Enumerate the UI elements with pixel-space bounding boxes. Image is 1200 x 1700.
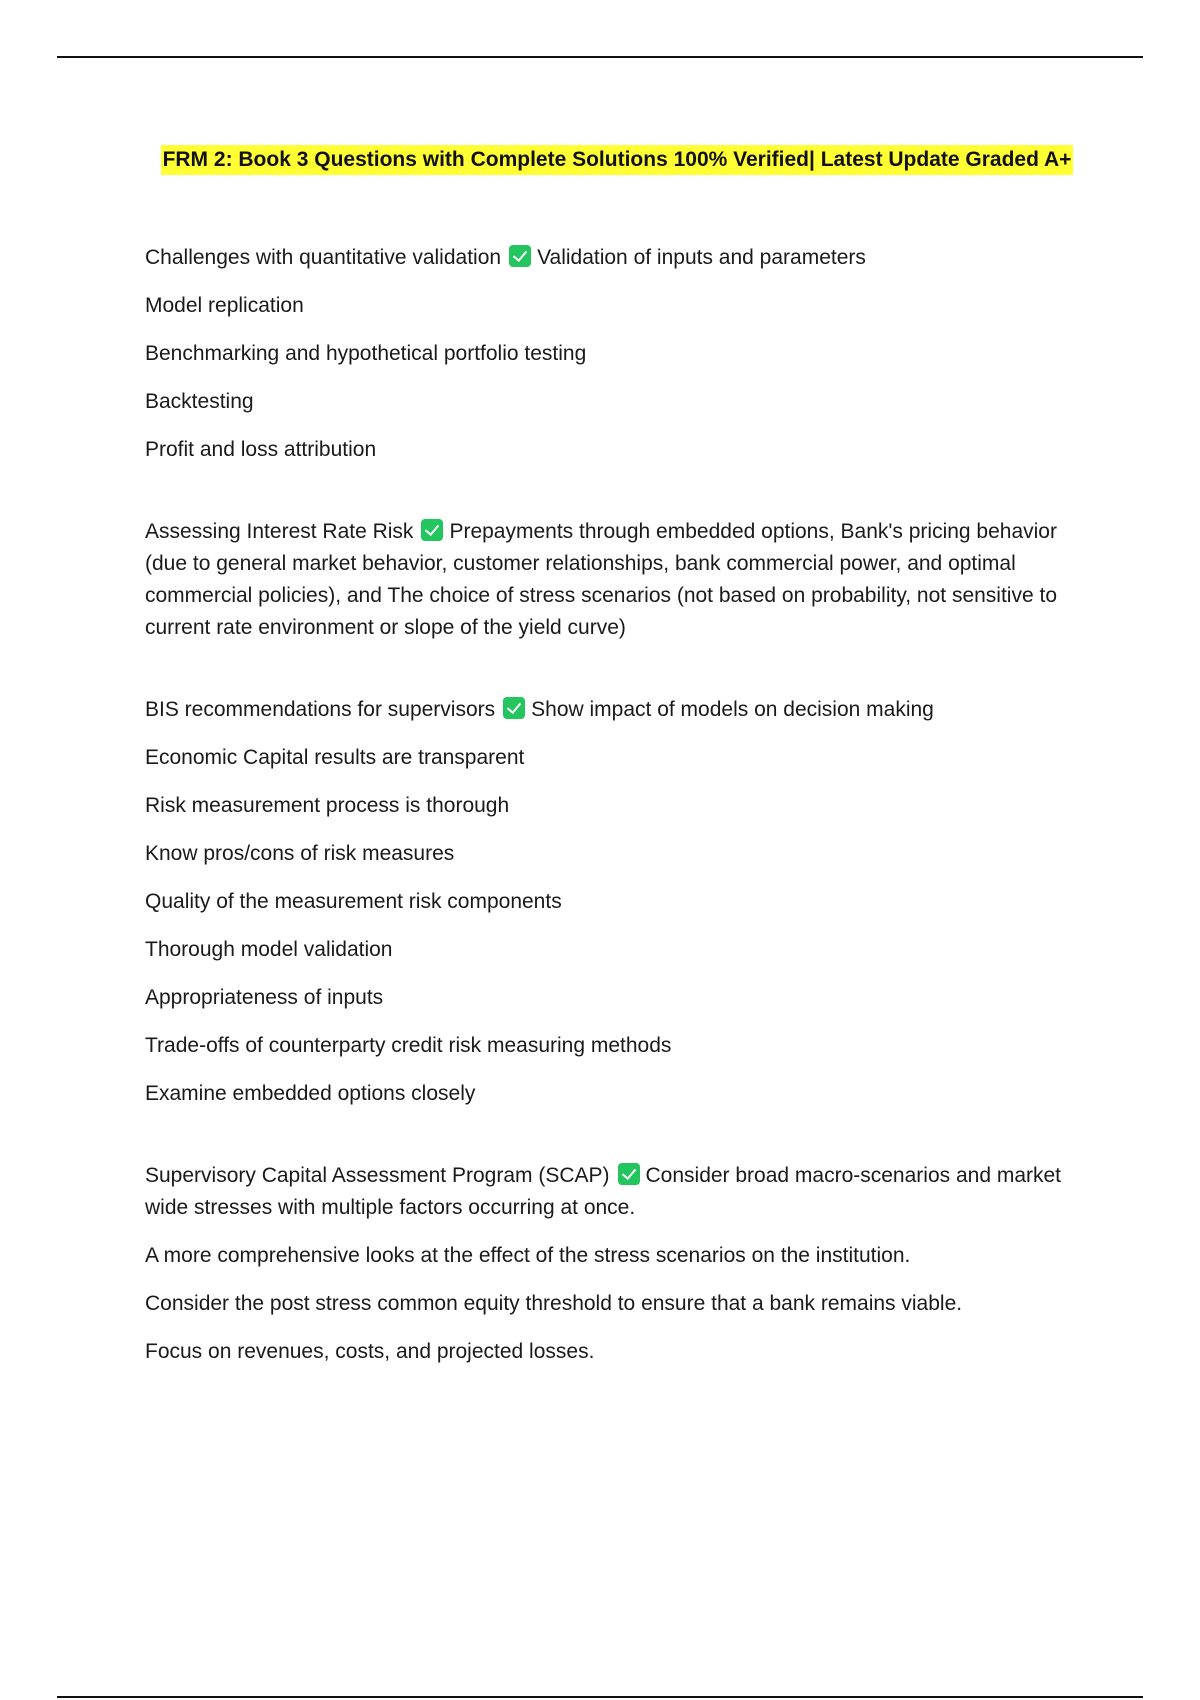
- answer-line: Examine embedded options closely: [145, 1082, 476, 1105]
- question-text: Challenges with quantitative validation: [145, 246, 502, 269]
- question-text: BIS recommendations for supervisors: [145, 698, 496, 721]
- answer-line: Backtesting: [145, 390, 254, 413]
- answer-line: A more comprehensive looks at the effect of the stress scenarios on the institution.: [145, 1244, 911, 1267]
- qa-item-3: [145, 694, 1085, 1110]
- check-mark-icon: [421, 519, 443, 541]
- qa-question-line: [145, 242, 1085, 274]
- top-divider: [57, 56, 1143, 58]
- answer-line: Trade-offs of counterparty credit risk measuring methods: [145, 1034, 672, 1057]
- question-text: Supervisory Capital Assessment Program (SCAP): [145, 1164, 610, 1187]
- qa-item-2: [145, 516, 1085, 644]
- qa-item-1: [145, 242, 1085, 466]
- check-mark-icon: [618, 1163, 640, 1185]
- answer-line: Model replication: [145, 294, 304, 317]
- answer-line: Quality of the measurement risk components: [145, 890, 562, 913]
- answer-text: Show impact of models on decision making: [531, 698, 934, 721]
- answer-line: Know pros/cons of risk measures: [145, 842, 455, 865]
- check-mark-icon: [503, 697, 525, 719]
- answer-text: Prepayments through embedded options, Bank's pricing behavior (due to general market behavior, customer relationships, bank commercial power, and optimal commercial policies), and The choice of stress scenarios (not based on probability, not sensitive to current rate environment or slope of the yield curve): [145, 520, 1058, 639]
- question-text: Assessing Interest Rate Risk: [145, 520, 414, 543]
- qa-item-4: [145, 1160, 1085, 1368]
- qa-question-line: [145, 1160, 1085, 1224]
- check-mark-icon: [509, 245, 531, 267]
- answer-line: Benchmarking and hypothetical portfolio testing: [145, 342, 587, 365]
- title-container: [0, 145, 1200, 175]
- answer-text: Consider broad macro-scenarios and market wide stresses with multiple factors occurring at once.: [145, 1164, 1062, 1219]
- bottom-divider: [57, 1696, 1143, 1698]
- answer-line: Profit and loss attribution: [145, 438, 377, 461]
- answer-line: Economic Capital results are transparent: [145, 746, 525, 769]
- answer-line: Consider the post stress common equity threshold to ensure that a bank remains viable.: [145, 1292, 963, 1315]
- answer-line: Risk measurement process is thorough: [145, 794, 510, 817]
- answer-text: Validation of inputs and parameters: [537, 246, 866, 269]
- document-body: [145, 242, 1085, 1384]
- qa-question-line: [145, 694, 1085, 726]
- answer-line: Appropriateness of inputs: [145, 986, 384, 1009]
- document-title: FRM 2: Book 3 Questions with Complete Solutions 100% Verified| Latest Update Graded A+: [161, 145, 1074, 175]
- answer-line: Thorough model validation: [145, 938, 393, 961]
- answer-line: Focus on revenues, costs, and projected losses.: [145, 1340, 595, 1363]
- qa-question-line: [145, 516, 1085, 644]
